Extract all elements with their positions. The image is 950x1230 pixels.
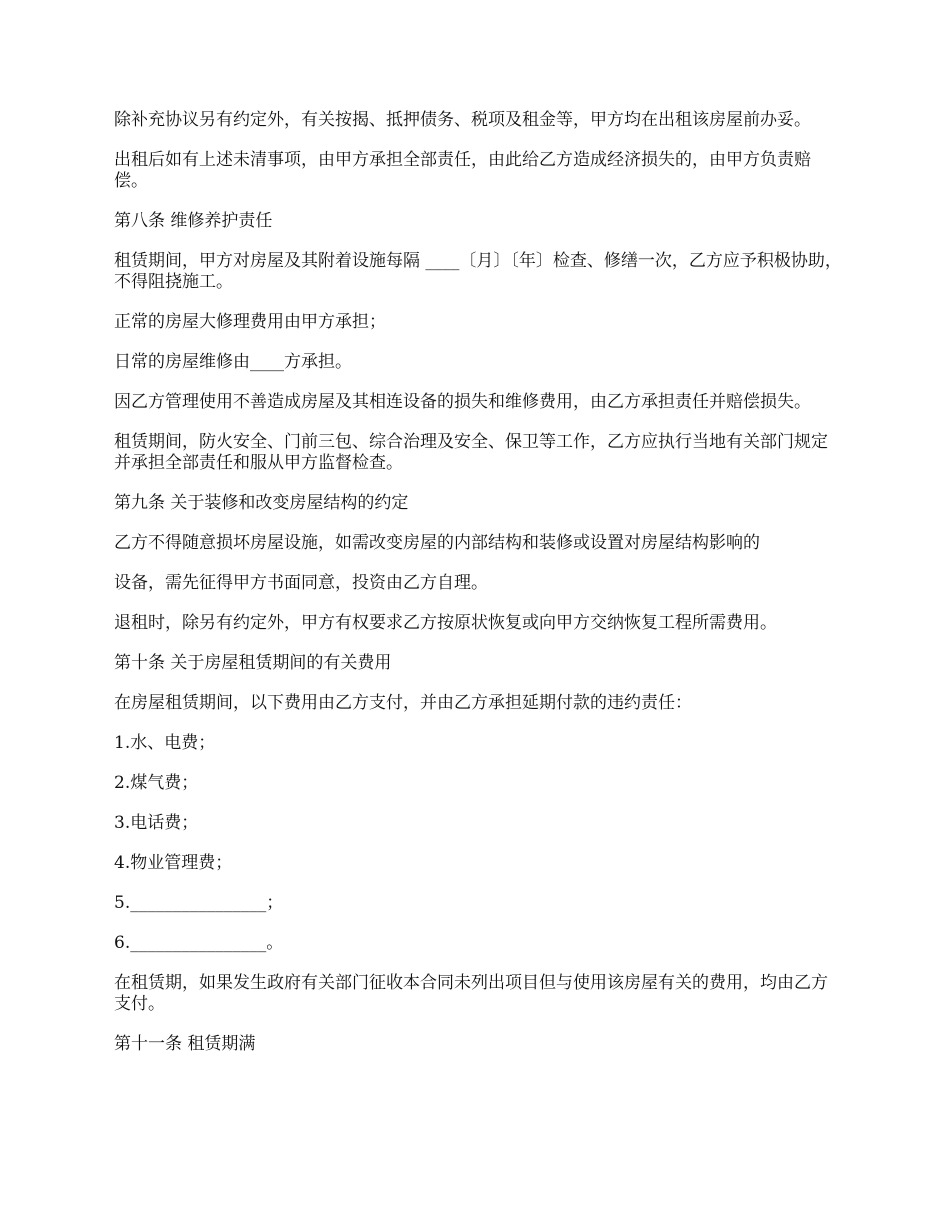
section-heading: 第八条 维修养护责任 bbox=[114, 211, 273, 231]
paragraph: 在房屋租赁期间，以下费用由乙方支付，并由乙方承担延期付款的违约责任： bbox=[114, 693, 692, 713]
section-heading: 第十一条 租赁期满 bbox=[114, 1034, 256, 1054]
section-heading: 第九条 关于装修和改变房屋结构的约定 bbox=[114, 493, 409, 513]
paragraph: 除补充协议另有约定外，有关按揭、抵押债务、税项及租金等，甲方均在出租该房屋前办妥。 bbox=[114, 110, 811, 130]
list-item: 3.电话费； bbox=[114, 813, 199, 833]
paragraph: 出租后如有上述未清事项，由甲方承担全部责任，由此给乙方造成经济损失的，由甲方负责赔偿。 bbox=[114, 150, 811, 191]
paragraph: 退租时，除另有约定外，甲方有权要求乙方按原状恢复或向甲方交纳恢复工程所需费用。 bbox=[114, 613, 777, 633]
section-heading: 第十条 关于房屋租赁期间的有关费用 bbox=[114, 653, 392, 673]
list-item: 4.物业管理费； bbox=[114, 853, 233, 873]
list-item: 5.________________； bbox=[114, 893, 284, 913]
paragraph: 在租赁期，如果发生政府有关部门征收本合同未列出项目但与使用该房屋有关的费用，均由乙方支付。 bbox=[114, 973, 828, 1014]
document-page bbox=[114, 110, 844, 1055]
paragraph: 租赁期间，防火安全、门前三包、综合治理及安全、保卫等工作，乙方应执行当地有关部门规定并承担全部责任和服从甲方监督检查。 bbox=[114, 432, 828, 473]
list-item: 6.________________。 bbox=[114, 933, 284, 953]
paragraph: 设备，需先征得甲方书面同意，投资由乙方自理。 bbox=[114, 573, 488, 593]
paragraph: 日常的房屋维修由____方承担。 bbox=[114, 352, 352, 372]
paragraph: 正常的房屋大修理费用由甲方承担； bbox=[114, 312, 386, 332]
paragraph: 乙方不得随意损坏房屋设施，如需改变房屋的内部结构和装修或设置对房屋结构影响的 bbox=[114, 533, 760, 553]
paragraph: 租赁期间，甲方对房屋及其附着设施每隔 ____〔月〕〔年〕检查、修缮一次，乙方应予积极协助，不得阻挠施工。 bbox=[114, 251, 842, 292]
list-item: 1.水、电费； bbox=[114, 733, 216, 753]
list-item: 2.煤气费； bbox=[114, 773, 199, 793]
paragraph: 因乙方管理使用不善造成房屋及其相连设备的损失和维修费用，由乙方承担责任并赔偿损失。 bbox=[114, 392, 811, 412]
